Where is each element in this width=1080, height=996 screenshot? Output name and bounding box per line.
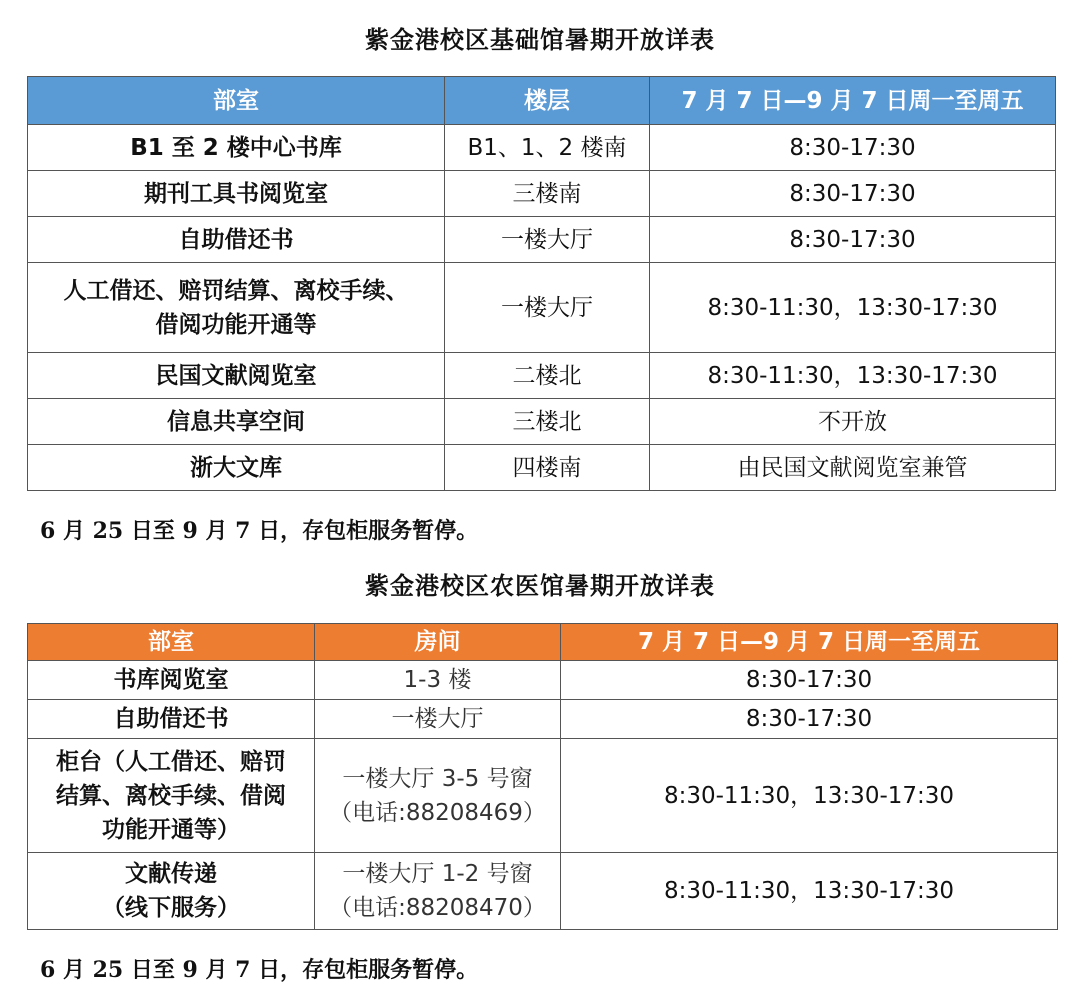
- header-room: 房间: [315, 624, 561, 661]
- header-dept: 部室: [28, 624, 315, 661]
- dept-cell: [28, 739, 315, 853]
- room-cell: 一楼大厅: [315, 700, 561, 739]
- floor-cell: B1、1、2 楼南: [445, 125, 650, 171]
- dept-cell: 自助借还书: [28, 217, 445, 263]
- dept-cell: 浙大文库: [28, 445, 445, 491]
- dept-cell: [28, 263, 445, 353]
- hours-cell: 8:30-17:30: [650, 171, 1056, 217]
- hours-cell: 8:30-11:30，13:30-17:30: [561, 739, 1058, 853]
- hours-cell: 由民国文献阅览室兼管: [650, 445, 1056, 491]
- basic-library-schedule-table: [27, 76, 1056, 491]
- table-row: [28, 399, 1056, 445]
- hours-cell: 8:30-17:30: [561, 661, 1058, 700]
- floor-cell: 三楼南: [445, 171, 650, 217]
- dept-line: 借阅功能开通等: [155, 311, 317, 338]
- dept-cell: 自助借还书: [28, 700, 315, 739]
- locker-notice: 6 月 25 日至 9 月 7 日，存包柜服务暂停。: [40, 518, 479, 544]
- agri-med-library-schedule-table: [27, 623, 1058, 930]
- room-cell: 1-3 楼: [315, 661, 561, 700]
- dept-cell: [28, 853, 315, 930]
- table2-title: 紫金港校区农医馆暑期开放详表: [365, 572, 715, 600]
- table-header-row: [28, 624, 1058, 661]
- table-row: [28, 853, 1058, 930]
- table-row: [28, 171, 1056, 217]
- floor-cell: 四楼南: [445, 445, 650, 491]
- hours-cell: 8:30-11:30，13:30-17:30: [650, 263, 1056, 353]
- room-cell: [315, 853, 561, 930]
- dept-line: （线下服务）: [102, 895, 240, 921]
- floor-cell: 三楼北: [445, 399, 650, 445]
- room-line: 一楼大厅 1-2 号窗: [342, 861, 533, 887]
- table-header-row: [28, 77, 1056, 125]
- hours-cell: 不开放: [650, 399, 1056, 445]
- header-hours: 7 月 7 日—9 月 7 日周一至周五: [650, 77, 1056, 125]
- table-row: [28, 445, 1056, 491]
- floor-cell: 一楼大厅: [445, 263, 650, 353]
- table-row: [28, 217, 1056, 263]
- room-line: 一楼大厅 3-5 号窗: [342, 765, 533, 792]
- table-row: [28, 353, 1056, 399]
- table-row: [28, 125, 1056, 171]
- header-floor: 楼层: [445, 77, 650, 125]
- header-dept: 部室: [28, 77, 445, 125]
- floor-cell: 二楼北: [445, 353, 650, 399]
- dept-line: 柜台（人工借还、赔罚: [56, 748, 286, 775]
- dept-cell: 期刊工具书阅览室: [28, 171, 445, 217]
- table-row: [28, 661, 1058, 700]
- header-hours: 7 月 7 日—9 月 7 日周一至周五: [561, 624, 1058, 661]
- hours-cell: 8:30-17:30: [650, 125, 1056, 171]
- locker-notice: 6 月 25 日至 9 月 7 日，存包柜服务暂停。: [40, 957, 479, 983]
- table-row: [28, 263, 1056, 353]
- dept-line: 人工借还、赔罚结算、离校手续、: [63, 277, 409, 304]
- dept-cell: 书库阅览室: [28, 661, 315, 700]
- phone-line: （电话:88208470）: [329, 895, 546, 921]
- dept-line: 功能开通等）: [102, 816, 240, 843]
- hours-cell: 8:30-17:30: [650, 217, 1056, 263]
- dept-cell: B1 至 2 楼中心书库: [28, 125, 445, 171]
- hours-cell: 8:30-17:30: [561, 700, 1058, 739]
- table1-title: 紫金港校区基础馆暑期开放详表: [365, 26, 715, 54]
- floor-cell: 一楼大厅: [445, 217, 650, 263]
- dept-line: 结算、离校手续、借阅: [56, 782, 286, 809]
- dept-cell: 民国文献阅览室: [28, 353, 445, 399]
- dept-line: 文献传递: [125, 861, 217, 887]
- table-row: [28, 739, 1058, 853]
- hours-cell: 8:30-11:30，13:30-17:30: [561, 853, 1058, 930]
- hours-cell: 8:30-11:30，13:30-17:30: [650, 353, 1056, 399]
- table-row: [28, 700, 1058, 739]
- dept-cell: 信息共享空间: [28, 399, 445, 445]
- phone-line: （电话:88208469）: [329, 799, 546, 826]
- room-cell: [315, 739, 561, 853]
